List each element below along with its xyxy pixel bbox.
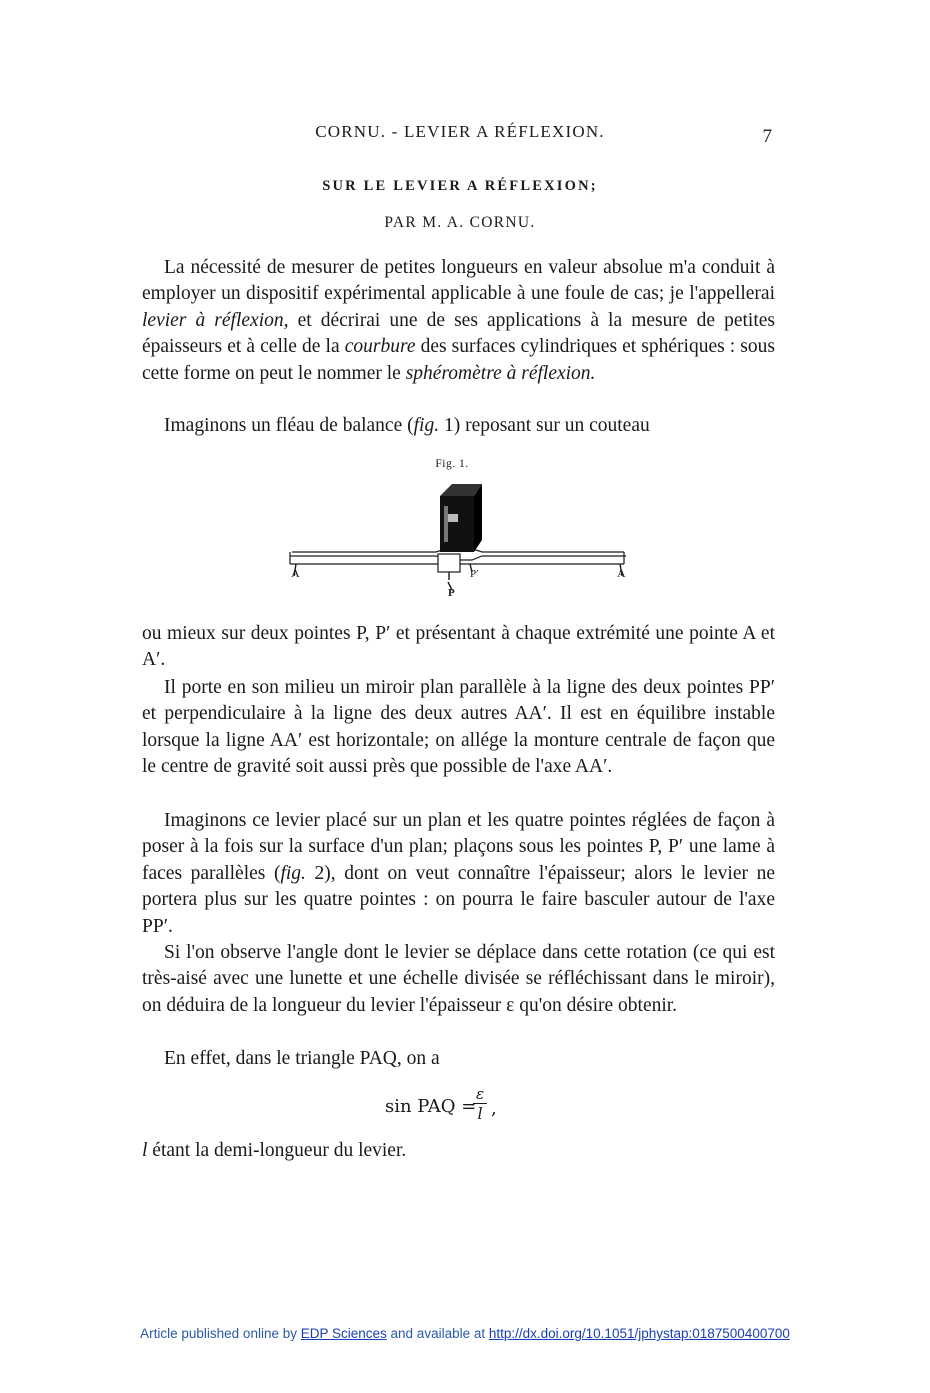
doi-link[interactable]: http://dx.doi.org/10.1051/jphystap:0187500400700: [488, 1326, 790, 1341]
italic-term: courbure: [344, 336, 416, 358]
paragraph-balance-beam: [142, 413, 775, 439]
paragraph-plate: [142, 808, 775, 940]
mirror-block: [440, 484, 482, 552]
italic-term: levier à réflexion,: [142, 309, 289, 331]
text-run: et décrirai une de ses applications à la mesure de petites épaisseurs et à celle de la: [142, 309, 775, 358]
publication-footer: [0, 1326, 930, 1341]
italic-term: sphéromètre à réflexion.: [405, 362, 596, 384]
equation-comma: ,: [491, 1098, 497, 1119]
label-left-point: A: [291, 566, 300, 580]
text-run: La nécessité de mesurer de petites longueurs en valeur absolue m'a conduit à employer un dispositif expérimental applicable à une foule de cas; je l'appellerai: [142, 257, 775, 305]
article-title: SUR LE LEVIER A RÉFLEXION;: [322, 178, 598, 194]
paragraph-points: ou mieux sur deux pointes P, P′ et présentant à chaque extrémité une pointe A et A′.: [142, 623, 775, 671]
paragraph-triangle: En effet, dans le triangle PAQ, on a: [164, 1048, 440, 1069]
label-pivot-front: P: [448, 587, 455, 599]
equation-lhs: sin PAQ =: [385, 1096, 477, 1117]
running-head: [140, 122, 780, 148]
paragraph-rotation: Si l'on observe l'angle dont le levier se déplace dans cette rotation (ce qui est très-aisé avec une lunette et une échelle divisée se réfléchissant dans le miroir), on déduira de la longueur du levier l'épaisseur ε qu'on désire obtenir.: [142, 942, 775, 1016]
central-mount: [438, 554, 460, 572]
text-run: des surfaces cylindriques et sphériques : sous cette forme on peut le nommer le: [142, 336, 775, 384]
equation-sin-paq: [385, 1086, 525, 1134]
lever-figure: [286, 476, 632, 600]
italic-symbol: l: [142, 1140, 148, 1161]
equation-fraction: [471, 1086, 489, 1123]
text-run: Imaginons un fléau de balance (: [164, 415, 414, 436]
figure-reference: fig.: [280, 862, 306, 884]
text-run: Imaginons ce levier placé sur un plan et les quatre pointes réglées de façon à poser à la fois sur la surface d'un plan; plaçons sous les pointes P, P′ une lame à faces parallèles (: [142, 810, 775, 884]
text-run: 1) reposant sur un couteau: [439, 415, 650, 436]
label-right-point: A: [617, 566, 626, 580]
running-title: CORNU. - LEVIER A RÉFLEXION.: [315, 122, 605, 141]
text-run: 2), dont on veut connaître l'épaisseur; alors le levier ne portera plus sur les quatre pointes : on pourra le faire basculer autour de l'axe PP′.: [142, 862, 776, 937]
equation-denominator: l: [477, 1104, 483, 1123]
figure-caption: Fig. 1.: [435, 458, 469, 470]
footer-prefix: Article published online by: [140, 1326, 301, 1341]
page-number: 7: [762, 126, 772, 147]
label-pivot-back: P′: [470, 568, 479, 580]
equation-numerator: ε: [475, 1085, 485, 1103]
footer-middle: and available at: [386, 1326, 489, 1341]
paragraph-intro: [142, 255, 775, 387]
paragraph-mirror: Il porte en son milieu un miroir plan parallèle à la ligne des deux pointes PP′ et perpendiculaire à la ligne des deux autres AA′. Il est en équilibre instable lorsque la ligne AA′ est horizontale; on allége la monture centrale de façon que le centre de gravité soit aussi près que possible de l'axe AA′.: [142, 677, 775, 778]
paragraph-definition: [142, 1138, 775, 1164]
publisher-link[interactable]: EDP Sciences: [300, 1326, 387, 1341]
byline: PAR M. A. CORNU.: [384, 214, 536, 231]
figure-reference: fig.: [413, 415, 440, 436]
text-run: étant la demi-longueur du levier.: [147, 1140, 407, 1161]
